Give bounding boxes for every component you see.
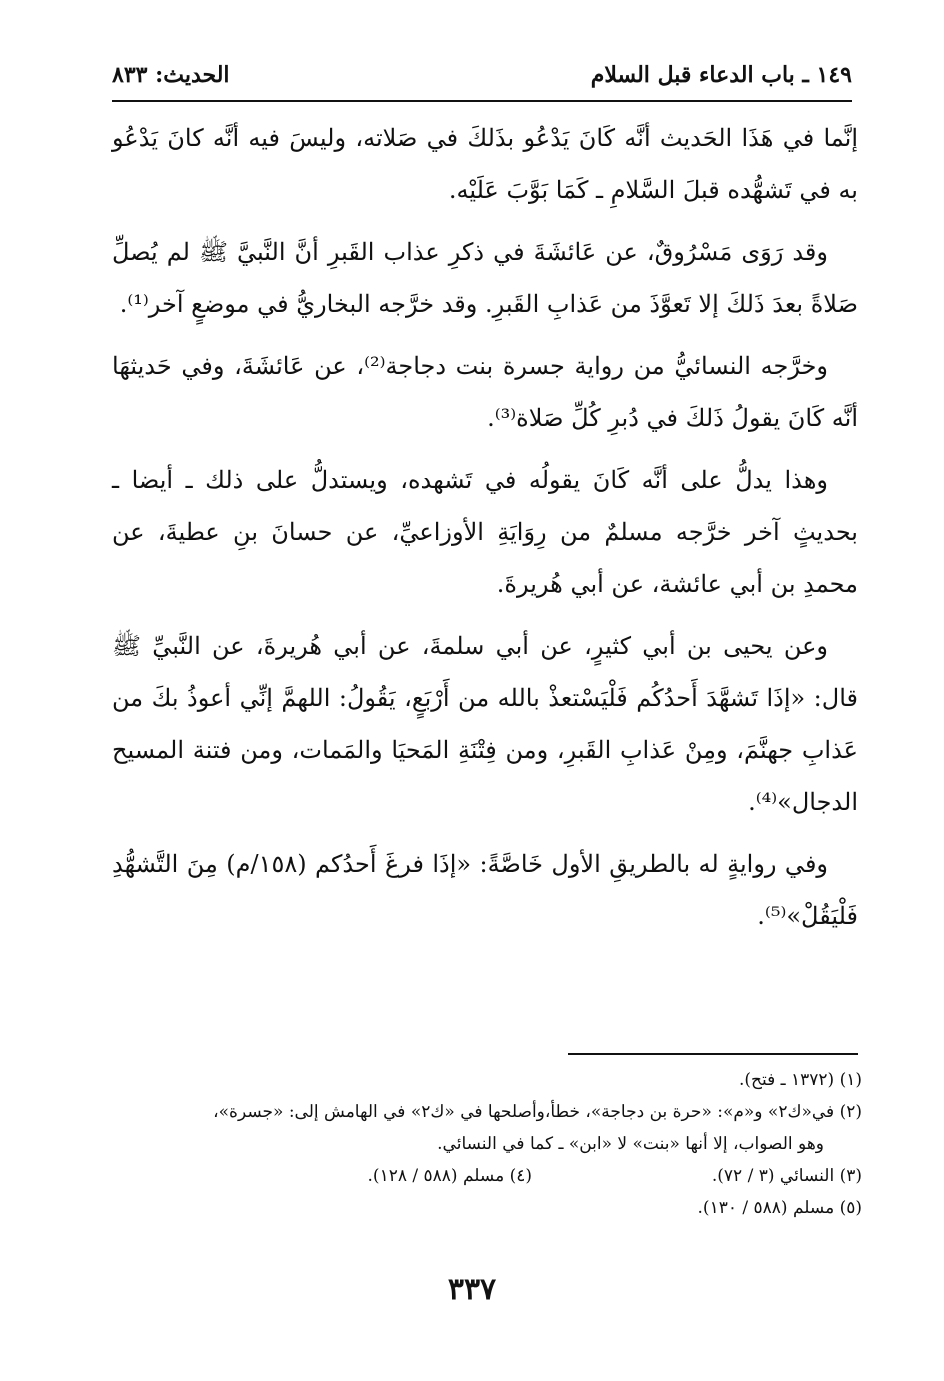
- main-text: [112, 112, 858, 952]
- footnote: (٥) مسلم (٥٨٨ / ١٣٠).: [697, 1198, 862, 1218]
- paragraph: وهذا يدلُّ على أنَّه كَانَ يقولُه في تَشهده، ويستدلُّ على ذلك ـ أيضا ـ بحديثٍ آخر خرَّجه مسلمٌ من رِوَايَةِ الأوزاعيِّ، عن حسانَ بنِ عطيةَ، عن محمدِ بن أبي عائشة، عن أبي هُريرةَ.: [112, 466, 858, 598]
- paragraph: وخرَّجه النسائيُّ من رواية جسرة بنت دجاجة⁽²⁾، عن عَائشَةَ، وفي حَديثهَا أنَّه كَانَ يقولُ ذَلكَ في دُبرِ كُلِّ صَلاة⁽³⁾.: [112, 352, 858, 432]
- hadith-reference: الحديث: ٨٣٣: [112, 62, 230, 88]
- footnote-divider: [568, 1053, 858, 1055]
- paragraph: وفي روايةٍ له بالطريقِ الأول خَاصَّةً: «إذَا فرغَ أَحدُكم (١٥٨/م) مِنَ التَّشهُّدِ فَلْيَقُلْ»⁽⁵⁾.: [112, 850, 858, 930]
- footnote: (١) (١٣٧٢ ـ فتح).: [738, 1070, 862, 1090]
- chapter-title: ١٤٩ ـ باب الدعاء قبل السلام: [590, 62, 852, 88]
- paragraph: وعن يحيى بن أبي كثيرٍ، عن أبي سلمةَ، عن أبي هُريرةَ، عن النَّبيِّ ﷺ قال: «إذَا تَشهَّدَ أَحدُكُم فَلْيَسْتعذْ بالله من أَرْبَعٍ، يَقُولُ: اللهمَّ إنِّي أعوذُ بكَ من عَذابِ جهنَّمَ، ومِنْ عَذابِ القَبرِ، ومن فِتْنَةِ المَحيَا والمَمات، ومن فتنة المسيح الدجال»⁽⁴⁾.: [112, 632, 858, 816]
- footnote-row: [112, 1160, 862, 1192]
- footnote-continuation: وهو الصواب، إلا أنها «بنت» لا «ابن» ـ كما في النسائي.: [437, 1134, 824, 1154]
- footnotes: [112, 1064, 862, 1224]
- footnote: (٢) في«ك٢» و«م»: «حرة بن دجاجة»، خطأ،وأصلحها في «ك٢» في الهامش إلى: «جسرة»،: [213, 1102, 862, 1122]
- page-number: ٣٣٧: [447, 1272, 497, 1307]
- footnote: (٤) مسلم (٥٨٨ / ١٢٨).: [367, 1166, 532, 1186]
- paragraph: وقد رَوَى مَسْرُوقٌ، عن عَائشَةَ في ذكرِ عذاب القَبرِ أنَّ النَّبيَّ ﷺ لم يُصلِّ صَلاةً بعدَ ذَلكَ إلا تَعوَّذَ من عَذابِ القَبرِ. وقد خرَّجه البخاريُّ في موضعٍ آخر⁽¹⁾.: [112, 238, 858, 318]
- footnote: (٣) النسائي (٣ / ٧٢).: [711, 1166, 862, 1186]
- paragraph: إنَّما في هَذَا الحَديث أنَّه كَانَ يَدْعُو بذَلكَ في صَلاته، وليسَ فيه أنَّه كانَ يَدْعُو به في تَشهُّده قبلَ السَّلامِ ـ كَمَا بَوَّبَ عَلَيْه.: [112, 124, 858, 204]
- running-header: [112, 60, 852, 102]
